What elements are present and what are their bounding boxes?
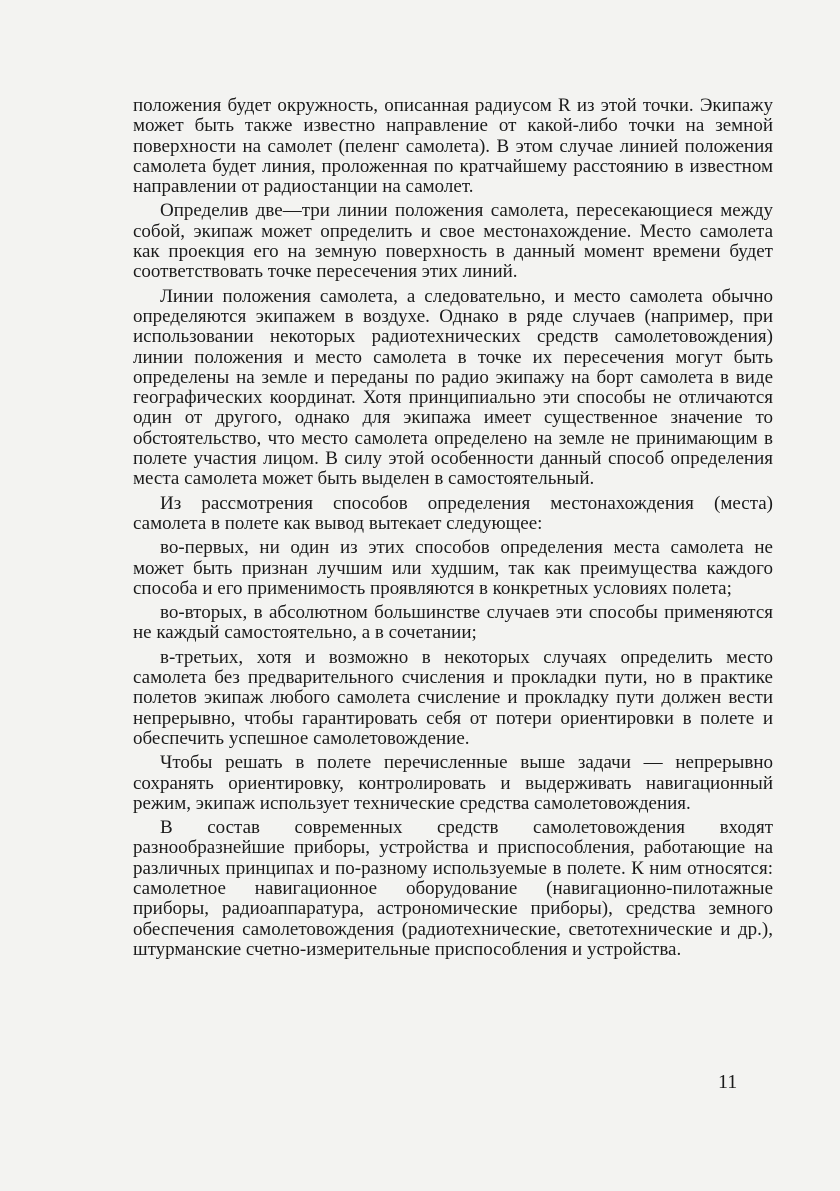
list-item-second: во-вторых, в абсолютном большинстве случаев эти способы применяются не каждый самостоятельно, а в сочетании;	[133, 602, 773, 644]
paragraph: Из рассмотрения способов определения местонахождения (места) самолета в полете как вывод вытекает следующее:	[133, 492, 773, 534]
list-item-third: в-третьих, хотя и возможно в некоторых случаях определить место самолета без предварительного счисления и прокладки пути, но в практике полетов экипаж любого самолета счисление и прокладку пути должен вести непрерывно, чтобы гарантировать себя от потери ориентировки в полете и обеспечить успешное самолетовождение.	[133, 646, 773, 749]
paragraph: Чтобы решать в полете перечисленные выше задачи — непрерывно сохранять ориентировку, контролировать и выдерживать навигационный режим, экипаж использует технические средства самолетовождения.	[133, 752, 773, 814]
page-number: 11	[718, 1071, 738, 1093]
paragraph: В состав современных средств самолетовождения входят разнообразнейшие приборы, устройства и приспособления, работающие на различных принципах и по-разному используемые в полете. К ним относятся: самолетное навигационное оборудование (навигационно-пилотажные приборы, радиоаппаратура, астрономические приборы), средства земного обеспечения самолетовождения (радиотехнические, светотехнические и др.), штурманские счетно-измерительные приспособления и устройства.	[133, 817, 773, 960]
paragraph-continuation: положения будет окружность, описанная радиусом R из этой точки. Экипажу может быть также известно направление от какой-либо точки на земной поверхности на самолет (пеленг самолета). В этом случае линией положения самолета будет линия, проложенная по кратчайшему расстоянию в известном направлении от радиостанции на самолет.	[133, 95, 773, 198]
paragraph: Определив две—три линии положения самолета, пересекающиеся между собой, экипаж может определить и свое местонахождение. Место самолета как проекция его на земную поверхность в данный момент времени будет соответствовать точке пересечения этих линий.	[133, 200, 773, 283]
list-item-first: во-первых, ни один из этих способов определения места самолета не может быть признан лучшим или худшим, так как преимущества каждого способа и его применимость проявляются в конкретных условиях полета;	[133, 537, 773, 599]
paragraph: Линии положения самолета, а следовательно, и место самолета обычно определяются экипажем в воздухе. Однако в ряде случаев (например, при использовании некоторых радиотехнических средств самолетовождения) линии положения и место самолета в точке их пересечения могут быть определены на земле и переданы по радио экипажу на борт самолета в виде географических координат. Хотя принципиально эти способы не отличаются один от другого, однако для экипажа имеет существенное значение то обстоятельство, что место самолета определено на земле не принимающим в полете участия лицом. В силу этой особенности данный способ определения места самолета может быть выделен в самостоятельный.	[133, 285, 773, 490]
body-text	[133, 96, 773, 964]
